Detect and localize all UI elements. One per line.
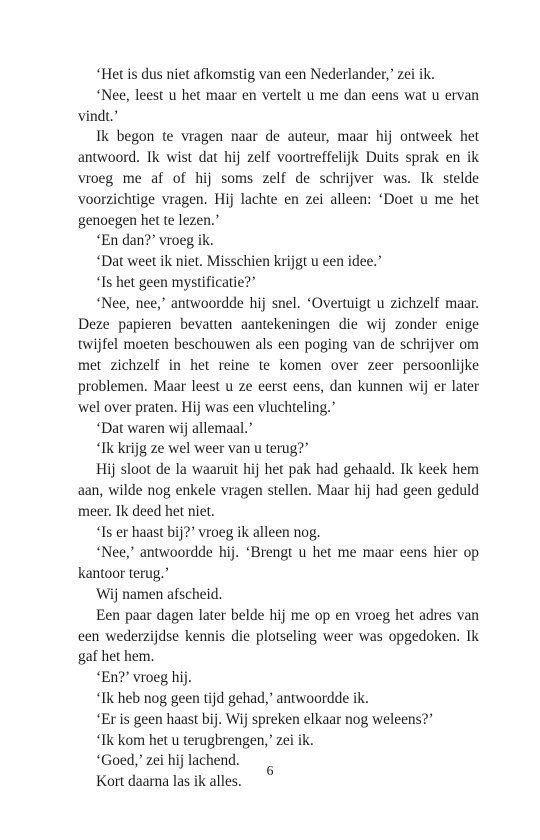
paragraph-8: ‘Dat waren wij allemaal.’ — [96, 419, 254, 437]
paragraph-13: Wij namen afscheid. — [96, 585, 223, 603]
paragraph-4: ‘En dan?’ vroeg ik. — [96, 232, 214, 250]
paragraph-3: Ik begon te vragen naar de auteur, maar hij ontweek het antwoord. Ik wist dat hij zelf voortreffelijk Duits sprak en ik vroeg me af of hij soms zelf de schrijver was. Ik stelde voorzichtige vragen. Hij lachte en zei alleen: ‘Doet u me het genoegen het te lezen.’ — [78, 128, 479, 229]
paragraph-2: ‘Nee, leest u het maar en vertelt u me dan eens wat u ervan vindt.’ — [78, 86, 479, 125]
body-text — [78, 65, 479, 793]
paragraph-9: ‘Ik krijg ze wel weer van u terug?’ — [96, 440, 310, 458]
paragraph-14: Een paar dagen later belde hij me op en vroeg het adres van een wederzijdse kennis die plotseling weer was opgedoken. Ik gaf het hem. — [78, 606, 479, 666]
paragraph-12: ‘Nee,’ antwoordde hij. ‘Brengt u het me maar eens hier op kantoor terug.’ — [78, 544, 479, 583]
page-number: 6 — [266, 764, 274, 779]
paragraph-18: ‘Ik kom het u terugbrengen,’ zei ik. — [96, 731, 314, 749]
paragraph-20: Kort daarna las ik alles. — [96, 773, 242, 791]
paragraph-17: ‘Er is geen haast bij. Wij spreken elkaar nog weleens?’ — [96, 710, 434, 728]
paragraph-16: ‘Ik heb nog geen tijd gehad,’ antwoordde ik. — [96, 689, 369, 707]
paragraph-6: ‘Is het geen mystificatie?’ — [96, 273, 257, 291]
paragraph-11: ‘Is er haast bij?’ vroeg ik alleen nog. — [96, 523, 321, 541]
paragraph-10: Hij sloot de la waaruit hij het pak had gehaald. Ik keek hem aan, wilde nog enkele vragen stellen. Maar hij had geen geduld meer. Ik deed het niet. — [78, 461, 479, 520]
paragraph-15: ‘En?’ vroeg hij. — [96, 669, 192, 687]
paragraph-1: ‘Het is dus niet afkomstig van een Nederlander,’ zei ik. — [96, 66, 435, 83]
paragraph-7: ‘Nee, nee,’ antwoordde hij snel. ‘Overtuigt u zichzelf maar. Deze papieren bevatten aantekeningen die wij zonder enige twijfel moeten beschouwen als een poging van de schrijver om met zichzelf in het reine te komen over zeer persoonlijke problemen. Maar leest u ze eerst eens, dan kunnen wij er later wel over praten. Hij was een vluchteling.’ — [78, 294, 479, 416]
paragraph-5: ‘Dat weet ik niet. Misschien krijgt u een idee.’ — [96, 253, 383, 271]
paragraph-19: ‘Goed,’ zei hij lachend. — [96, 752, 240, 770]
